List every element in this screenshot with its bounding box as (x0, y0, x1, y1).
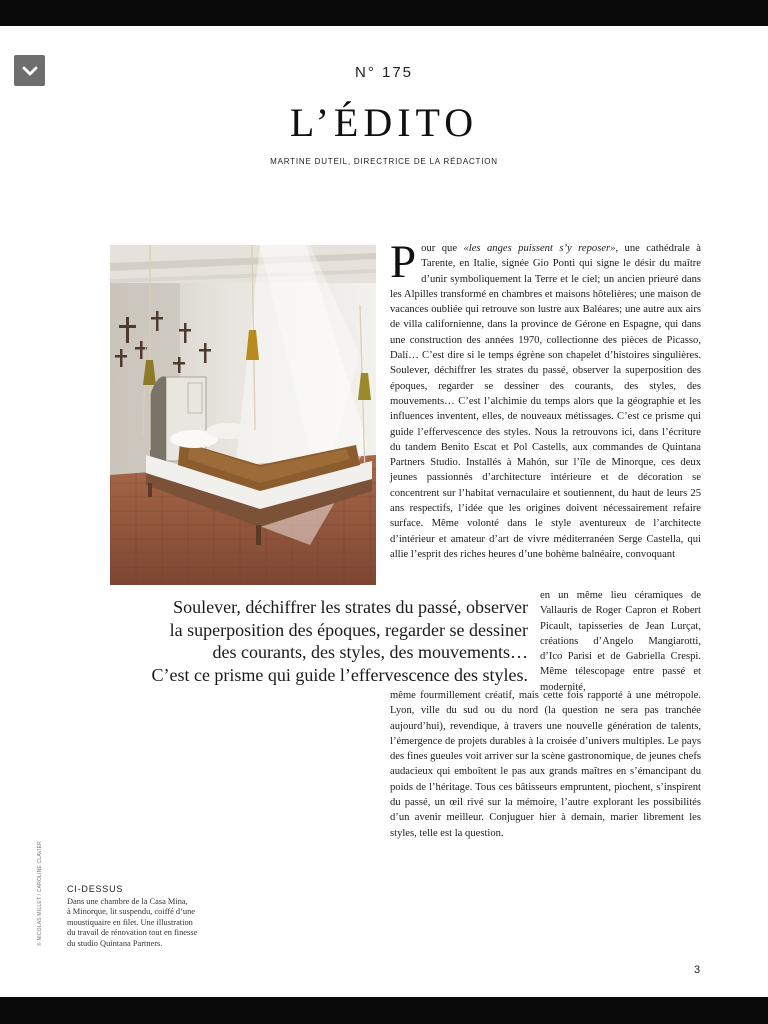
pull-quote-line: Soulever, déchiffrer les strates du passé, observer (173, 597, 528, 617)
pull-quote-line: des courants, des styles, des mouvements… (212, 642, 528, 662)
top-bar (0, 0, 768, 26)
caption-line: du studio Quintana Partners. (67, 938, 163, 948)
page-title: L’ÉDITO (289, 100, 479, 145)
caption-line: du travail de rénovation tout en finesse (67, 928, 198, 938)
drop-cap: P (390, 236, 417, 288)
caption-line: moustiquaire en filet. Une illustration (67, 917, 193, 927)
caption-line: à Minorque, lit suspendu, coiffé d’une (67, 907, 196, 917)
article-body-part-1: , une cathédrale à Tarente, en Italie, signée Gio Ponti qui signe le désir du maître d’unir symboliquement la Terre et le ciel; un ancien prieuré dans les Alpilles transformé en chambres et maisons hôtelières; une maison de vacances oubliée qui retrouve son lustre aux Baléares; une autre aux airs de villa californienne, dans la province de Gérone en Espagne, qui dans une construction des années 1970, collectionne des pièces de Picasso, Dalí… C’est dire si le temps égrène son chapelet d’histoires singulières. Soulever, déchiffrer les strates du passé, observer la superposition des époques, regarder se dessiner des courants, des styles, des mouvements… C’est l’alchimie du temps alors que la géographie et les influences inventent, elles, de nouveaux métissages. C’est ce prisme qui guide l’effervescence des styles. Nous la retrouvons ici, dans l’écriture du tandem Benito Escat et Pol Castells, aux commandes de Quintana Partners Studio. Installés à Mahón, sur l’île de Minorque, ces deux jeunes passionnés d’architecture intérieure et de décoration se concentrent sur l’habitat vernaculaire et soutiennent, du haut de leurs 25 ans respectifs, l’idée que les origines doivent nécessairement refaire surface. Même volonté dans le style aventureux de l’architecte d’intérieur et amateur d’art de vivre méditerranéen Serge Castella, qui allie l’esprit des riches heures d’une bohème balnéaire, convoquant (390, 243, 701, 560)
bedroom-photo (110, 245, 376, 585)
caption-heading: CI-DESSUS (67, 884, 124, 894)
issue-number: N° 175 (354, 64, 414, 81)
photo-credit: © NICOLAS MILLET / CAROLINE CLAVIER (37, 841, 43, 946)
article-lead: our que (421, 243, 464, 254)
article-quote: «les anges puissent s’y reposer» (463, 243, 616, 254)
pull-quote (92, 596, 528, 686)
page-number: 3 (694, 964, 701, 976)
article-column-1 (390, 236, 701, 562)
bottom-bar (0, 997, 768, 1024)
article-column-3: même fourmillement créatif, mais cette fois rapporté à une métropole. Lyon, ville du sud ou du nord (la question ne sera pas tranchée aujourd’hui), revendique, à travers une nouvelle génération de talents, l’émergence de projets durables à la croisée d’univers multiples. Le pays des fines gueules voit arriver sur la scène gastronomique, de jeunes chefs audacieux qui emboîtent le pas aux grands maîtres en s’émancipant du poids de l’héritage. Tous ces bâtisseurs empruntent, piochent, s’inspirent du passé, un œil rivé sur la mémoire, l’autre explorant les possibilités d’un avenir meilleur. Conjuguer hier à demain, marier librement les styles, telle est la question. (390, 690, 701, 839)
pull-quote-line: C’est ce prisme qui guide l’effervescence des styles. (151, 664, 528, 685)
article-column-2: en un même lieu céramiques de Vallauris de Roger Capron et Robert Picault, tapisseries de Jean Lurçat, créations d’Angelo Mangiarotti, d’Ico Parisi et de Gabriella Crespi. Même télescopage entre passé et modernité, (540, 590, 701, 693)
pull-quote-line: la superposition des époques, regarder se dessiner (169, 619, 528, 640)
caption-line: Dans une chambre de la Casa Mina, (67, 897, 188, 906)
caption-text (67, 897, 242, 949)
byline: MARTINE DUTEIL, DIRECTRICE DE LA RÉDACTION (270, 157, 498, 166)
